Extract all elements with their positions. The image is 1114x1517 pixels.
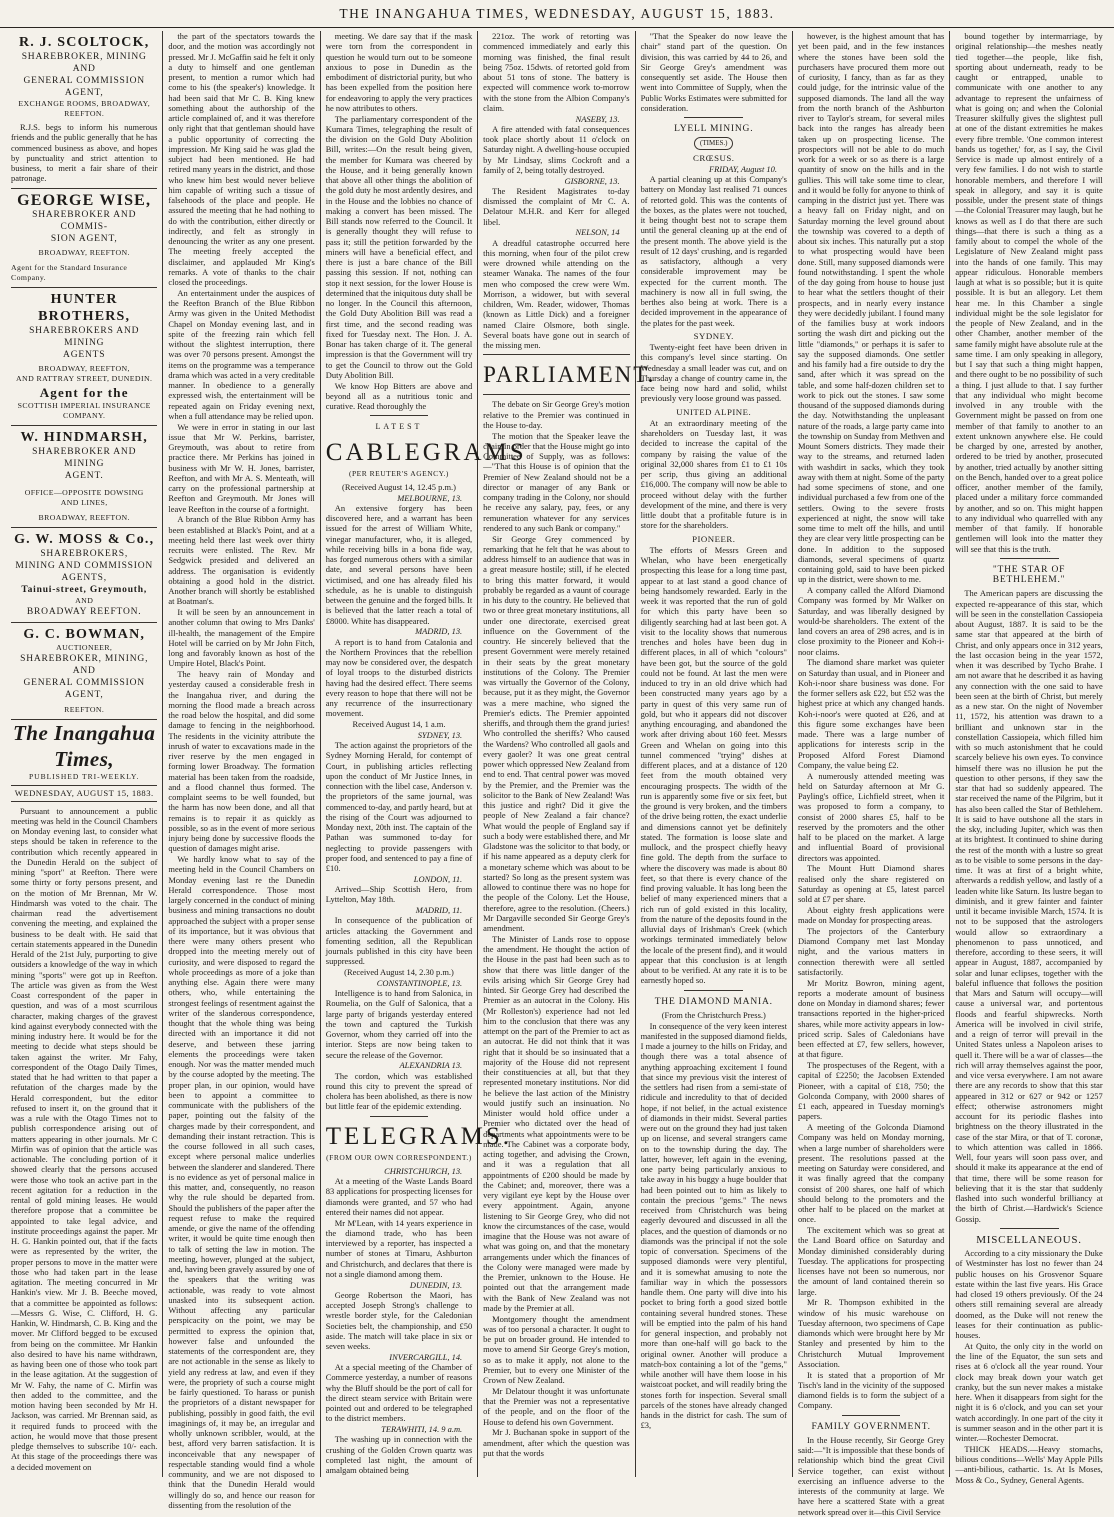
article-paragraph: however, is the highest amount that has yet been paid, and in the few instances where the stones have been sold the purchasers have procured them more out of curiosity, I fancy, than as far as they could judge, for the intrinsic value of the supposed diamonds. The land all the way from the north branch of the Ashburton river to Taylor's stream, for several miles back into the ranges has already been taken up on prospecting license. The prospectors will not be able to do much work for a week or so as there is a large quantity of snow on the hills and in the gullies. This will take some time to clear, and it would be folly for anyone to think of camping in the district just yet. There was a heavy fall on Friday night, and on Saturday morning the level ground about the township was covered to a depth of about six inches. This naturally put a stop to what prospecting would have been done. Still, many supposed diamonds were found notwithstanding. I spent the whole of the day going from house to house just to hear what the settlers thought of their prospects, and in nearly every instance they were decidedly jubilant. I found many of the families busy at work indoors sorting the wash dirt and picking out the little "diamonds," or perhaps it is safer to say the supposed diamonds. One settler and his family had a fire outside to dry the sand, after which it was spread on the table, and some half-dozen children set to work to pick out the stones. I saw some thousand of the supposed diamonds during the day. Notwithstanding the unpleasant nature of the roads, a large party came into the township on Sunday from Methven and Mount Somers districts. They made their way to the streams, and returned laden with washdirt in sacks, which they took away with them at night. Some of the party had some specimens of stone, and one individual purchased a few from one of the settlers. Owing to the severe frosts experienced at night, the snow will take some time to melt off the hills, and until they are clear very little prospecting can be done. In addition to the supposed diamonds, several specimens of quartz containing gold, said to have been picked up in the district, were shown to me. [797,31,945,585]
article-paragraph: At Quito, the only city in the world on the line of the Equator, the sun sets and rises at 6 o'clock all the year round. Your clock may break down your watch get cranky, but the sun never makes a mistake here. When it disappears from sight for the night it is 6 o'clock, and you can set your watch accordingly. In one part of the city it is summer season and in the other part it is winter.—Rochester Democrat. [955,1340,1103,1443]
ad-line: SHAREBROKERS, [40,549,129,559]
subsection-heading: CRŒSUS. [693,152,735,163]
newspaper-page [6,31,1108,1517]
article-paragraph: Intelligence is to hand from Salonica, in Roumelia, on the Gulf of Salonica, that a large party of brigands yesterday entered the town and captured the Turkish Governor, whom they carried off into the interior. Steps are now being taken to secure the release of the Governor. [325,988,473,1060]
divider [370,1116,429,1117]
ad-address: AND RATTRAY STREET, DUNEDIN. [16,374,153,383]
article-paragraph: The American papers are discussing the expected re-appearance of this star, which will be seen in the constellation Cassiopeia about August, 1887. It is said to be the same star that appeared at the birth of Christ, and only appears once in 312 years, the last occasion being in the year 1572, when it was described by Tycho Brahe. I am not aware that he described it as having any connection with the one said to have been seen at the birth of Christ, but merely as a new star. On the night of November 11, 1572, his attention was drawn to a brilliant and unknown star in the constellation Cassiopeia, which filled him with so much astonishment that he could scarcely believe his own eyes. To convince himself there was no illusion he put the question to other persons, if they saw the star that had so suddenly appeared. The star received the name of the Pilgrim, but it has also been called the Star of Bethlehem. It is said to have outshone all the stars in the sky, including Jupiter, which was then at its brightest. It continued to shine during the rest of the month with a lustre so great as to be visible to some persons in the day-time. It was at first of a bright white, afterwards a reddish yellow, and lastly of a leaden white like Saturn. Its lustre began to diminish, and it grew fainter and fainter until it became invisible March, 1574. It is not to be supposed that the astrologers would allow so extraordinary a phenomenon to pass unnoticed, and therefore, according to these seers, it will appear in August, 1887, accompanied by solar and lunar eclipses, together with the baleful influence that follows the position that Mars and Saturn will occupy—will cause a universal war, and portentous floods and fearful shipwrecks. North America will be involved in civil strife, and a reign of terror will prevail in the United States unless a Napoleon arises to quell it. There will be a war of classes—the rich will array themselves against the poor, and vice versa everywhere. I am not aware there are any records to show that this star appeared in 312 or 627 or 942 or 1257 effect; otherwise astronomers might account for its periodic flashes into brightness on the theory illustrated in the case of the star Mira, or that of T. coronæ, to which attention was called in 1866. Well, four years will soon pass over, and should it make its appearance at the end of that time, there will be some reason for believing that it is the star that suddenly flashed into such wonderful brilliancy at the birth of Christ.—Hardwick's Science Gossip. [955,588,1103,1224]
ad-line: AGENTS, [61,573,107,583]
divider [370,415,429,416]
ad-hunter [11,288,157,426]
article-paragraph: According to a city missionary the Duke of Westminster has lost no fewer than 24 public houses on his Grosvenor Square estate within the last five years. His Grace had closed 19 others previously. Of the 24 others still remaining several are already doomed, as the Duke will not renew the leases for their continuation as public-houses. [955,1248,1103,1340]
article-paragraph: "That the Speaker do now leave the chair" stand part of the question. On division, this was carried by 44 to 26, and Sir George Grey's amendment was consequently set aside. The House then went into Committee of Supply, when the Public Works Estimates were submitted for consideration. [640,31,787,113]
article-paragraph: THICK HEADS.—Heavy stomachs, bilious conditions—Wells' May Apple Pills—anti-bilious, cathartic. 1s. At Is Moses, Moss & Co., Sydney, General Agents. [955,1443,1103,1485]
ad-name: G. C. BOWMAN, [23,627,146,642]
article-paragraph: About eighty fresh applications were made on Monday for prospecting areas. [797,904,945,925]
ad-line: GENERAL COMMISSION [23,76,145,86]
article-paragraph: The heavy rain of Monday and yesterday caused a considerable fresh in the Inangahua river, and during the morning the flood made a breach across the road below the hospital, and did some damage to fencing in the neighborhood. The residents in the vicinity attribute the inrush of water to excavations made in the river reserve by the men engaged in forming lower Broadway. The formation material has been taken from the roadside, and a flood channel thus formed. The complaint seems to be well founded, but the harm has now been done, and all that remains is to repair it as quickly as possible, so as in the event of more serious injury being done by successive floods the question of damages might arise. [168,669,315,854]
article-paragraph: It is stated that a proportion of Mr Tisch's land in the vicinity of the supposed diamond fields is to form the subject of a Company. [797,1369,945,1411]
article-paragraph: The excitement which was so great at the Land Board office on Saturday and Monday diminished considerably during Tuesday. The applications for prospecting licenses have not been so numerous, nor the amount of land contained therein so large. [797,1225,945,1297]
dateline-location: FRIDAY, August 10. [708,163,777,174]
divider [1000,1228,1059,1229]
ad-line: SHAREBROKER AND COMMIS- [32,210,137,232]
subsection-heading: SYDNEY. [693,330,734,341]
dateline-location: NASEBY, 13. [575,113,620,124]
ad-line: SHAREBROKERS AND MINING [29,326,140,348]
article-paragraph: Montgomery thought the amendment was of too personal a character. It ought to be put on broader ground. He intended to move to amend Sir George Grey's motion, so as to make it apply, not alone to the Premier, but to every one Minister of the Crown of New Zealand. [483,1313,630,1385]
ad-name: HUNTER BROTHERS, [38,292,131,324]
column-3 [321,31,527,1477]
ad-name: GEORGE WISE, [17,192,152,209]
dateline: WEDNESDAY, AUGUST 15, 1883. [11,785,157,801]
ad-line: MINING AND COMMISSION [15,561,154,571]
ad-address: EXCHANGE ROOMS, BROADWAY, REEFTON. [18,99,151,118]
article-paragraph: Sir George Grey commenced by remarking that he felt that he was about to address himself to an audience that was in a great measure hostile; still, if he elected to bring this matter forward, it would probably be regarded as a vaunt of courage in his duty to the country. He believed that two or three great monetary institutions, all under one directorate, exercised great influence on the Government of the country. He sincerely believed that the present Government were merely retained in their seats by the great monetary institutions of the Colony. The Premier was virtually the Governor of the Colony, because, put it as they might, the Governor was a mere machine, who signed the Premier's edicts. The Premier appointed sheriffs, and through them the grand juries! Who controlled the sheriffs? Who caused the Wardens? Who controlled all gaols and every gaoler? It was one great central power which oppressed New Zealand from end to end. That central power was moved by the Premier, and the Premier was the solicitor to the Bank of New Zealand! Was this justice and right? Did it give the people of New Zealand a fair chance? What would the people of England say if such a body were established there, and Mr Gladstone was the solicitor to that body, or if his name appeared as a deputy clerk for a monetary scheme which was about to be started? So long as the present system was allowed to continue there was no hope for the people of the Colony. Let the House, therefore, agree to the resolution. (Cheers.) Mr Dargaville seconded Sir George Grey's amendment. [483,533,630,933]
article-paragraph: Mr Delatour thought it was unfortunate that the Premier was not a representative of the people, and on the floor of the House to defend his own Government. [483,1385,630,1427]
section-heading: THE DIAMOND MANIA. [654,996,773,1007]
ad-wise [11,189,157,288]
section-headline: PARLIAMENT. [483,362,656,388]
divider [1000,558,1059,559]
ad-name: R. J. SCOLTOCK, [18,35,150,50]
section-subhead: (FROM OUR OWN CORRESPONDENT.) [326,1152,472,1162]
source-label: (TIMES.) [694,137,733,149]
ad-address: REEFTON. [64,705,105,714]
article-paragraph: bound together by intermarriage, by original relationship—the meshes neatly tied together—the people, like fish, sporting about underneath, ready to be caught or entrapped, unable to communicate with one another to any advantage to represent the unfairness of what is going on; and when the Colonial Treasurer skilfully gives the slightest pull at one of the distant extremities he makes every fibre tremble. 'One common interest bands us together,' for, as I say, the Civil Service is made up almost entirely of a very few families. I do not wish to startle honorable members, and therefore I will speak in allegory, and say it is quite possible, under the present state of things—the Colonial Treasurer may laugh, but he knows as well as I do that there are such things—that there is such a thing as a family about to compel the whole of the Legislature of New Zealand might pass into the hands of one family. This may appear ridiculous. Honorable members laugh at what is so possible; but it is quite possible. It is but an allegory. Let them hear me. In this Chamber a single individual might be the sole legislator for the people of New Zealand, and in the other Chamber, another member of the same family might have absolute rule at the same time. I am only speaking in allegory, but I say that such a thing might happen, and there ought to be no possibility of such a thing. I just allude to that. I say further that any individual who might become involved in any trouble with the Government might be passed on from one member of that family to another to an extent unknown anywhere else. He could be charged by one, arrested by another, ordered to be tried by another, prosecuted by another, tried actually by another sitting on the Bench, handed over to a great police officer, another member of the family, placed under a military force commanded by another, and so on. This might happen to any individual who quarrelled with any member of that family. If honorable gentlemen will look into the matter they will see that this is the truth. [955,31,1103,554]
dateline-location: CHRISTCHURCH, 13. [384,1165,463,1176]
section-subhead: (PER REUTER'S AGENCY.) [349,468,449,478]
article-paragraph: Pursuant to announcement a public meeting was held in the Council Chambers on Monday evening last, to consider what steps should be taken in reference to the contribution which recently appeared in the Dunedin Herald on the subject of mining "sport" at Reefton. There were some thirty or forty persons present, and on the motion of Mr Brennan, Mr W. Hindmarsh was voted to the chair. The chairman read the advertisement convening the meeting, and explained the business to be dealt with. He said that certain statements appeared in the Dunedin Herald of the 21st July, purporting to give outsiders a knowledge of the way in which mining "sports" were got up in Reefton. The article was given as from the West Coast correspondent of the paper in question, and was of a most scurrilous character, making charges of the gravest kind against everybody connected with the mining industry here. It would be for the meeting to decide what steps should be taken against the writer. Mr Fahy, correspondent of the Otago Daily Times, stated that he had written to that paper a refutation of the charges made by the Herald correspondent, but the editor refused to insert it, on the ground that it was a rule with the Otago Times not to publish correspondence arising out of matters appearing in other journals. Mr C Mirfin was of opinion that the article was actionable. The concluding portion of it showed clearly that the persons accused were those who took an active part in the recent agitation for a reduction in the rental of gold mining leases. He would therefore propose that a committee be appointed to take legal advice, and institute proceedings against the paper. Mr H. G. Hankin pointed out, that if the facts were as represented by the writer, the proper persons to move in the matter were those who had taken part in the lease agitation. The meeting concurred in Mr Hankin's view. Mr J. B. Beeche moved, that a committee be appointed as follows:—Messrs G. Wise, C. Clifford, H. G. Hankin, W. Hindmarsh, C. B. King and the mover. Mr Clifford begged to be excused from being on the committee. Mr Hankin also desired to have his name withdrawn, as having been one of those who took part in the lease agitation. At the suggestion of Mr W. Fahy, the name of C. Mirfin was then added to the committee, and the motion having been seconded by Mr H. Jackson, was carried. Mr Brennan said, as it required funds to proceed with the action, he would move that those present pledge themselves to subscribe 10/- each. At this stage of the proceedings there was a decided movement on [11,805,158,1472]
article-paragraph: meeting. We dare say that if the mask were torn from the correspondent in question he would turn out to be someone anxious to pose in Dunedin as the embodiment of districtorial purity, but who has been expelled from the position here for endeavoring to apply the very practices he now attributes to others. [325,31,473,113]
article-paragraph: A partial cleaning up at this Company's battery on Monday last realised 71 ounces of retorted gold. This was the contents of the boxes, as the plates were not touched, it being thought best not to scrape them until the general cleaning up at the end of the present month. The above yield is the result of 12 days' crushing, and is regarded as satisfactory, although a very considerable improvement may be expected for the current month. The machinery is now all in full swing, the berthes also being at work. There is a decided improvement in the appearance of the plates for the past week. [640,174,787,328]
ad-scoltock [11,31,157,189]
received-time: Received August 14, 1 a.m. [352,719,446,729]
ad-line: AGENT, [64,88,104,98]
ad-line: SHAREBROKER, MINING, AND [20,654,149,676]
article-paragraph: At an extraordinary meeting of the shareholders on Tuesday last, it was decided to increase the capital of the company by raising the value of the original 32,000 shares from £1 to £1 10s per scrip, thus giving an additional £16,000. The company will now be able to proceed without delay with the further development of the mine, and there is very little doubt that a profitable future is in store for the shareholders. [640,417,787,531]
ad-name: W. HINDMARSH, [20,430,148,445]
dateline-location: MADRID, 13. [415,626,463,637]
ad-note: Agent for the Standard Insurance Company. [11,263,128,282]
ad-address: BROADWAY REEFTON. [26,607,142,617]
article-paragraph: The motion that the Speaker leave the chair, in order that the House might go into Committee of Supply, was as follows:—"That this House is of opinion that the Premier of New Zealand should not be a director or manager of any Bank or company trading in the Colony, nor should he receive any salary, pay, fees, or any remuneration whatever for any services rendered to any such Bank or company." [483,430,630,533]
article-paragraph: The Mount Hutt Diamond shares realised only the share registered on Saturday as opening at £5, latest parcel sold at £7 per share. [797,863,945,904]
article-paragraph: At a meeting of the Waste Lands Board 83 applications for prospecting licenses for diamonds were granted, and 57 who had entered their names did not appear. [325,1176,473,1217]
section-heading: LYELL MINING. [674,124,754,134]
article-paragraph: It will be seen by an announcement in another column that owing to Mrs Danks' ill-health, the management of the Empire Hotel will be carried on by Mr John Fitch, long and favorably known as host of the Umpire Hotel, Black's Point. [168,607,315,669]
subsection-heading: UNITED ALPINE. [676,406,752,417]
article-paragraph: A dreadful catastrophe occurred here this morning, when four of the pilot crew were drowned while attending on the steamer Wanaka. The names of the four men who composed the crew were Wm. Morrison, a widower, but with several children, Wm. Reader, widower, Thomas (known as Little Dick) and a foreigner named Claire Olsmore, both single. Several boats have gone out in search of the missing men. [483,237,630,350]
received-time: (Received August 14, 2.30 p.m.) [344,967,454,977]
article-paragraph: The cordon, which was established round this city to prevent the spread of cholera has been abolished, as there is now but little fear of the epidemic extending. [325,1070,473,1112]
ad-address: Tainui-street, Greymouth, [21,585,148,595]
article-paragraph: The Minister of Lands rose to oppose the amendment. He thought the action of the House in the past had been such as to show that there was little danger of the evils arising which Sir George Grey had hinted. Sir George Grey had described the Premier as an autocrat in the Colony. His (Mr Rolleston's) experience had not led him to the conclusion that there was any attempt on the part of the Premier to act as an autocrat. He did not think that it was right that it should be so insinuated that a majority of the House did not represent their constituencies at all, but that they represented monetary institutions. Nor did he believe the last action of the Ministry would justify such an insinuation. No Minister would hold office under a Premier who dictated over the head of departments what appointments were to be made. The Cabinet was a corporate body, acting together, and advising the Crown, and it was a regulation that all appointments of £200 should be made by the Cabinet; and, moreover, there was a very vigilant eye kept by the House over every appointment. Again, anyone listening to Sir George Grey, who did not know the circumstances of the case, would imagine that the House was not aware of what was going on, and that the monetary arrangements under which the finances of the Colony were managed were made by the Premier, unknown to the House. He pointed out that the arrangement made with the Bank of New Zealand was not made by the Premier at all. [483,933,630,1313]
article-paragraph: The action against the proprietors of the Sydney Morning Herald, for contempt of Court, in publishing articles reflecting upon the conduct of Mr Justice Innes, in connection with the libel case, Anderson v. the proprietors of the same journal, was commenced to-day, and partly heard, but at the rising of the Court was adjourned to Monday next, 20th inst. The captain of the Pathan was summoned to-day for neglecting to provide passengers with proper food, and sentenced to pay a fine of £10. [325,740,473,873]
column-2 [163,31,320,1510]
ad-agent: Agent for the [39,385,129,400]
section-heading: "THE STAR OF BETHLEHEM." [992,564,1066,585]
article-paragraph: The parliamentary correspondent of the Kumara Times, telegraphing the result of the division on the Gold Duty Abolition Bill, writes:—On the result being given, the member for Kumara was cheered by the House, and it being generally known that above all other things the abolition of the gold duty he most ardently desires, and in the House and the lobbies no chance of making a convert has been missed. The Bill stands now referred to the Council. It is generally thought they will refuse to pass it; still the petition forwarded by the miners will have a beneficial effect, and there is just a bare chance of the Bill passing this session. If not, nothing can stop it next session, for the lower House is determined that the iniquitous duty shall be no longer. In the Council this afternoon, the Gold Duty Abolition Bill was read a first time, and the second reading was fixed for Tuesday next. The Hon. J. A. Bonar has taken charge of it. The general impression is that the Government will try to get the Council to throw out the Gold Duty Abolition Bill. [325,113,473,380]
divider [483,354,629,355]
article-paragraph: An entertainment under the auspices of the Reefton Branch of the Blue Ribbon Army was given in the United Methodist Chapel on Monday evening last, and in spite of the freezing rain which fell without the slightest interruption, there was over 70 persons present. Amongst the items on the programme was a temperance drama which was acted in a very creditable manner. In obedience to a generally expressed wish, the entertainment will be repeated again on Friday evening next, when a full attendance may be relied upon. [168,287,315,421]
ad-line: COMPANY. [62,411,106,420]
dateline-location: NELSON, 14 [575,227,620,238]
article-paragraph: A fire attended with fatal consequences took place shortly about 11 o'clock on Saturday night. A dwelling-house occupied by Mr Lindsay, slims Cockroft and a family of 2, being totally destroyed. [483,123,630,175]
received-time: (Received August 14, 12.45 p.m.) [342,481,456,492]
dateline-location: MELBOURNE, 13. [397,492,463,503]
article-paragraph: Mr Moritz Bowron, mining agent, reports a moderate amount of business done on Monday in diamond shares; fewer transactions reported in the higher-priced shares, while more activity appears in low-priced scrip. Sales of Caledonians have been effected at £7, few sellers, however, at that figure. [797,977,945,1060]
divider [842,1415,901,1416]
divider [483,394,629,395]
dateline-location: SYDNEY, 13. [417,729,463,740]
dateline-location: TERAWHITI, 14. 9 a.m. [381,1424,463,1434]
ad-line: AND [75,596,94,605]
article-paragraph: The projectors of the Canterbury Diamond Company met last Monday night, and the various matters in connection therewith were all settled satisfactorily. [797,925,945,977]
dateline-location: CONSTANTINOPLE, 13. [376,977,463,988]
article-paragraph: A numerously attended meeting was held on Saturday afternoon at Mr G. Payling's office, Lichfield street, when it was proposed to form a company, to consist of 2000 shares £5, half to be reserved by the promoters and the other half to be placed on the market. A large and influential Board of provisional directors was appointed. [797,770,945,863]
article-paragraph: 221oz. The work of retorting was commenced immediately and early this morning was finished, the final result being 75oz. 15dwts. of retorted gold from about 51 tons of stone. The battery is expected will commence work to-morrow with the stone from the Albion Company's claim. [483,31,630,113]
article-paragraph: The washing up in connection with the crushing of the Golden Crown quartz was completed last night, the amount of amalgam obtained being [325,1434,473,1475]
section-kicker: LATEST [375,422,423,432]
article-paragraph: We know Hop Bitters are above and beyond all as a nutritious tonic and curative. Read thoroughly the [325,380,473,411]
section-headline: CABLEGRAMS [325,438,527,466]
ad-line: AGENT, [64,690,104,700]
article-paragraph: A company called the Alford Diamond Company was formed by Mr Walker on Saturday, and was liberally designed by would-be shareholders. The extent of the land covers an area of 298 acres, and is in close proximity to the Pioneer and Koh-i-noor claims. [797,585,945,657]
divider [684,990,743,991]
ad-line: AND LINES, [60,498,108,507]
column-7 [950,31,1107,1485]
article-paragraph: The diamond share market was quieter on Saturday than usual, and in Pioneer and Koh-i-noor share business was done. For the former sellers ask £22, but £52 was the highest price at which any changed hands. Koh-i-noor's were quoted at £26, and at this figure some exchanges have been made. There was a large number of applications for interests scrip in the Proposed Alford Forest Diamond Company, the value being £2. [797,657,945,770]
ad-line: SHAREBROKER, MINING AND [21,52,147,74]
article-paragraph: Mr M'Lean, with 14 years experience in the diamond trade, who has been interviewed by a reporter, has inspected a number of stones at Timaru, Ashburton and Christchurch, and declares that there is not a single diamond among them. [325,1217,473,1279]
article-paragraph: Twenty-eight feet have been driven in this company's level since starting. On Wednesday a small leader was cut, and on Thursday a change of country came in, the face being now hard and solid, whilst previously very loose ground was passed. [640,342,787,404]
ad-bowman [11,623,157,720]
dateline-location: INVERCARGILL, 14. [389,1351,463,1362]
article-paragraph: The debate on Sir George Grey's motion relative to the Premier was continued in the House to-day. [483,399,630,430]
masthead [0,0,1114,28]
article-paragraph: A report is to hand from Catalonia and the Northern Provinces that the rebellion may now be considered over, the despatch of loyal troops to the disturbed districts having had the desired effect. There seems every reason to hope that there will not be any recurrence of the insurrectionary movement. [325,636,473,719]
article-paragraph: In consequence of the publication of articles attacking the Government and fomenting sedition, all the Republican journals published in this city have been suppressed. [325,915,473,967]
ad-line: OFFICE—OPPOSITE DOWSING [24,488,144,497]
column-1 [6,31,163,1477]
ad-line: SHAREBROKER AND MINING [32,447,137,469]
article-paragraph: At a special meeting of the Chamber of Commerce yesterday, a number of reasons why the Bluff should be the port of call for the direct steam service with Britain were pointed out and ordered to be telegraphed to the district members. [325,1362,473,1424]
ad-line: AGENT. [64,471,104,481]
source-label: (From the Christchurch Press.) [661,1009,766,1020]
ad-line: AGENTS [63,350,106,360]
column-5 [636,31,793,1477]
ad-line: GENERAL COMMISSION [23,678,145,688]
ad-hindmarsh [11,426,157,528]
article-paragraph: Mr J. Buchanan spoke in support of the amendment, after which the question was put that the words [483,1427,630,1458]
dateline-location: MADRID, 11. [415,905,463,915]
ad-line: AUCTIONEER, [56,643,113,652]
ad-address: BROADWAY, REEFTON. [38,248,130,257]
ad-line: SION AGENT, [50,234,118,244]
section-heading: MISCELLANEOUS. [976,1233,1082,1246]
newspaper-subtitle: PUBLISHED TRI-WEEKLY. [29,772,140,781]
article-paragraph: the part of the spectators towards the door, and the motion was accordingly not pressed. Mr J. McGaffin said he felt it only a duty to himself and one gentleman present, to mention a rumor which had come to his (the speaker's) knowledge. It had been said that Mr C. B. King knew something about the authorship of the article complained of, and it was therefore only right that that gentleman should have a public opportunity of correcting the impression. Mr King said he was glad the subject had been mentioned. He had retired many years in the district, and those who knew him best would never believe him capable of writing such a tissue of falsehoods of the place and people. He assured the meeting that he had nothing to do with the contribution, either directly or indirectly, and felt as strongly in denouncing the writer as any one present. The meeting freely accepted the disclaimer, and applauded Mr King's remarks. A vote of thanks to the chair closed the proceedings. [168,31,315,287]
dateline-location: LONDON, 11. [413,873,463,884]
article-paragraph: George Robertson the Maori, has accepted Joseph Strong's challenge to wrestle border style, for the Caledonian Societies belt, the championship, and £50 aside. The match will take place in six or seven weeks. [325,1289,473,1351]
dateline-location: GISBORNE, 13. [564,175,620,186]
ad-line: SCOTTISH IMPERIAL INSURANCE [17,401,151,410]
column-6 [793,31,950,1517]
section-heading: FAMILY GOVERNMENT. [811,1421,931,1432]
article-paragraph: The prospectuses of the Regent, with a capital of £2250; the Jacobsen Extended Pioneer, with a capital of £18, 750; the Golconda Company, with 2000 shares of £1 each, appeared in Tuesday morning's papers. [797,1060,945,1122]
article-paragraph: We were in error in stating in our last issue that Mr W. Perkins, barrister, Greymouth, was about to retire from practice there. Mr Perkins has joined in business with Mr W. H. Jones, barrister, Reefton, and with Mr A. S. Menteath, will carry on the professional partnership at Reefton and Greymouth. Mr Jones will leave Reefton in the course of a fortnight. [168,421,315,514]
newspaper-logo: The Inangahua Times, [12,721,156,771]
article-paragraph: The Resident Magistrates to-day dismissed the complaint of Mr C. A. Delatour M.H.R. and Kerr for alleged libel. [483,185,630,227]
divider [684,117,743,118]
article-paragraph: A branch of the Blue Ribbon Army has been established at Black's Point, and at a meeting held there last week over thirty recruits were enlisted. The Rev. Mr Sedgwick presided and delivered an address. The organisation is evidently obtaining a good hold in the district. Another branch will shortly be established at Boatman's. [168,514,315,607]
ad-name: G. W. MOSS & Co., [14,532,155,547]
article-paragraph: Mr R. Thompson exhibited in the window of his music warehouse on Tuesday afternoon, two specimens of Cape diamonds which were brought here by Mr Stanley and presented by him to the Christchurch Mutual Improvement Association. [797,1297,945,1369]
article-paragraph: Arrived—Ship Scottish Hero, from Lyttelton, May 18th. [325,884,473,905]
article-paragraph: The efforts of Messrs Green and Whelan, who have been energetically prospecting this lease for a long time past, appear to at last stand a good chance of being handsomely rewarded. Early in the week it was reported that the run of gold for which this party have been so diligently searching had at last been got. A visit to the locality shows that numerous trenches and holes have been dug in different places, in all of which "colours" have been got, but the source of the gold could not be found. At last the men were induced to try in an old drive which had been constructed many years ago by a party in quest of this very same run of gold, but who it appears did not discover anything encouraging, and abandoned the work after driving about 160 feet. Messrs Green and Whelan on going into this tunnel commenced "trying" dishes at different places, and at a distance of 120 feet from the mouth obtained very encouraging prospects. The width of the run is apparently some five or six feet, but the ground is very broken, and the timbers of the drive being rotten, the exact underlie and dimensions cannot yet be definitely stated. The formation is loose slate and mullock, and the prospect chiefly heavy fine gold. The depth from the surface to where the discovery was made is about 80 feet, so that there is every chance of the find proving valuable. It has long been the belief of many experienced miners that a rich run of gold existed in this locality, from the nature of the deposits found in the alluvial days of Irishman's Creek (which workings terminated immediately below the locale of the present find), and it would appear that this conclusion is at length about to be verified. At any rate it is to be earnestly hoped so. [640,544,787,986]
ad-moss [11,528,157,623]
ad-address: BROADWAY, REEFTON. [38,513,130,522]
article-paragraph: We hardly know what to say of the meeting held in the Council Chambers on Monday evening last re the Dunedin Herald correspondence. Those most largely concerned in the conduct of mining business and mining transactions no doubt approached the subject with a proper sense of its importance, but it was obvious that there were many others present who dropped into the meeting merely out of curiosity, and were disposed to regard the whole proceedings as more of a joke than anything else. Again there were many others, who, while entertaining the strongest feelings of resentment against the writer of the slanderous correspondence, thought that the whole thing was being directed with an importance it did not deserve, and between these jarring elements the proceedings were taken enough. Nor was the matter mended much by the course adopted by the meeting. The proper plan, in our opinion, would have been to appoint a committee to communicate with the publishers of the paper, pointing out the falsity of the charges made by their correspondent, and demanding their instant retraction. This is the course followed in all such cases, except where personal malice underlies between the slanderer and slandered. There is no evidence as yet of personal malice in this matter, and, consequently, no reason why the rule should be departed from. Should the publishers of the paper after the request refuse to make the required amende, or give the name of the offending writer, it would be quite time enough then to talk of setting the law in motion. The meeting, however, plunged at the subject, and, having been gravely assured by one of the speakers that the writing was actionable, was ready to vote almost unasked into its subsequent action. Without affecting any particular perspicacity on the point, we may be permitted to express the opinion that, however false and unfounded the statements of the correspondent are, they are not actionable in the sense as likely to yield any redress at law, and even if they were, the propriety of such a course might be fairly questioned. To harass or punish the proprietors of a distant newspaper for publishing, possibly in good faith, the evil imaginings of, it may be, an irregular and wholly unknown scribbler, would, at the best, afford very barren satisfaction. It is inconceivable that any newspaper of respectable standing would find a whole community, and we are not disposed to think that the Dunedin Herald would willingly do so, and hence our reason for dissenting from the resolution of the [168,854,315,1510]
ad-body: R.J.S. begs to inform his numerous friends and the public generally that he has commenced business as above, and hopes by punctuality and strict attention to business, to merit a fair share of their patronage. [11,122,158,184]
masthead-title: THE INANGAHUA TIMES, WEDNESDAY, AUGUST 15, 1883. [339,5,775,21]
dateline-location: ALEXANDRIA 13. [399,1060,463,1071]
article-paragraph: An extensive forgery has been discovered here, and a warrant has been issued for the arrest of William White, vinegar manufacturer, who, it is alleged, while receiving bills in a bona fide way, has forged numerous others with a similar date, and several persons have been victimised, and one has already filed his schedule, as he is unable to distinguish between the genuine and the forged bills. It is believed that the latter reach a total of £8000. White has disappeared. [325,502,473,626]
dateline-location: DUNEDIN, 13. [409,1279,463,1290]
ad-address: BROADWAY, REEFTON, [38,364,130,373]
column-4 [478,31,656,1477]
article-paragraph: In consequence of the very keen interest manifested in the supposed diamond fields, I made a journey to the hills on Friday, and though there was a total absence of anything approaching excitement I found that since my previous visit the interest of the settlers had risen from a semi-state of ridicule and incredulity to that of decided hope, if not belief, in the actual existence of diamonds in their midst. Several parties were out on the ground they had just taken up on license, and several strangers came on to the township during the day. The latter, however, left again in the evening, one party being particularly anxious to take away in his buggy a huge boulder that had been pointed out to him as likely to contain the precious "gems." The news received from Christchurch was being eagerly devoured and discussed in all the places, and the question of diamonds or no diamonds was the principal if not the sole topic of conversation. Specimens of the supposed diamonds were very plentiful, and it is somewhat amusing to note the familiar way in which the possessors handle them. One party will dive into his pocket to bring forth a good sized bottle containing several hundred stones. These will be emptied into the palm of his hand for general inspection, and probably not more than one-half will go back to the original owner. Another will produce a match-box containing a lot of the "gems," while another will have them loose in his waistcoat pocket, and will readily bring the stones forth for inspection. Several small parcels of the stones have already changed hands in the district for cash. The sum of £3, [640,1020,787,1431]
article-paragraph: In the House recently, Sir George Grey said:—"It is impossible that these bonds of relationship which bind the great Civil Service together, can exist without exercising an influence adverse to the interests of the community at large. We have here a scattered State with a great network spread over it—this Civil Service [797,1434,945,1517]
article-paragraph: A meeting of the Golconda Diamond Company was held on Monday morning, when a large number of shareholders were present. The resolutions passed at the meeting on Saturday were considered, and it was finally agreed that the company consist of 200 shares, one half of which should belong to the promoters and the other half to be placed on the market at once. [797,1122,945,1225]
subsection-heading: PIONEER. [692,533,736,544]
section-headline: TELEGRAMS. [325,1122,513,1150]
